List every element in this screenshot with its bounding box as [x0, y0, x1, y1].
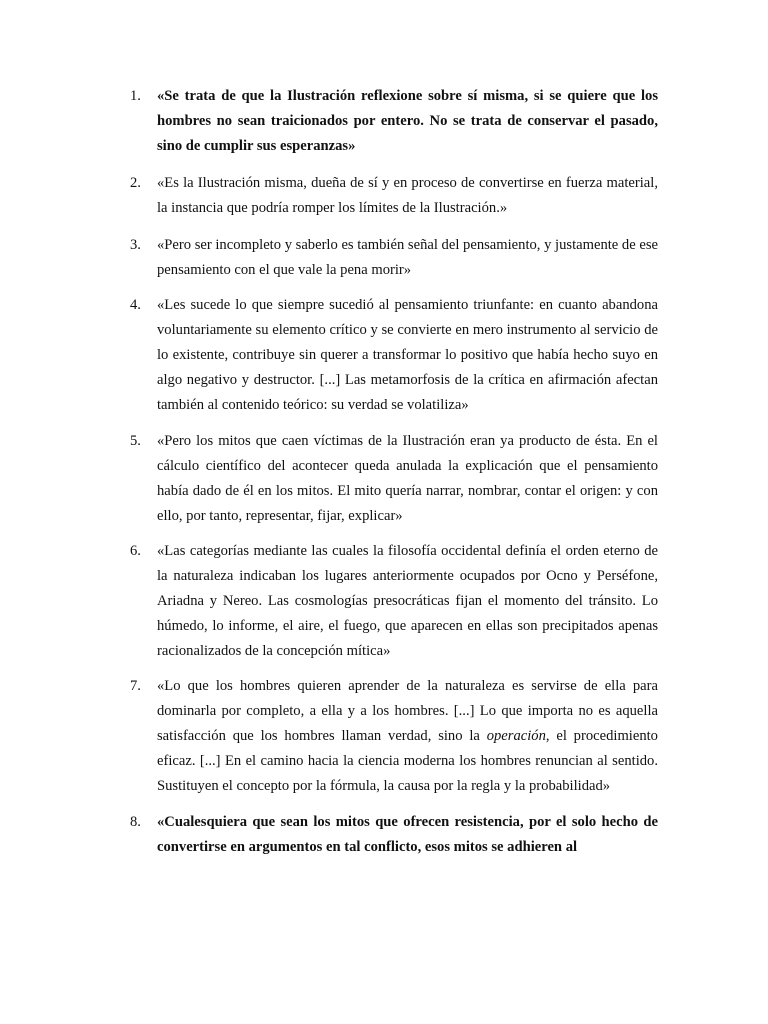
item-number: 8.	[130, 814, 141, 830]
item-text-after: , el procedimiento eficaz. [...] En el camino hacia la ciencia moderna los hombres renuncian al sentido. Sustituyen el concepto por la fórmula, la causa por la regla y la probabilidad»	[157, 728, 658, 794]
item-text: «Cualesquiera que sean los mitos que ofrecen resistencia, por el solo hecho de convertirse en argumentos en tal conflicto, esos mitos se adhieren al	[157, 814, 658, 855]
list-item	[130, 429, 658, 529]
list-item	[130, 171, 658, 221]
item-text: «Es la Ilustración misma, dueña de sí y en proceso de convertirse en fuerza material, la instancia que podría romper los límites de la Ilustración.»	[157, 175, 658, 216]
list-item	[130, 539, 658, 664]
quote-list	[130, 84, 658, 872]
item-number: 5.	[130, 433, 141, 449]
list-item	[130, 293, 658, 418]
item-text: «Las categorías mediante las cuales la filosofía occidental definía el orden eterno de la naturaleza indicaban los lugares anteriormente ocupados por Ocno y Perséfone, Ariadna y Nereo. Las cosmologías presocráticas fijan el momento del tránsito. Lo húmedo, lo informe, el aire, el fuego, que aparecen en ellas son precipitados apenas racionalizados de la concepción mítica»	[157, 543, 658, 659]
list-item	[130, 810, 658, 860]
item-text-italic: operación	[486, 728, 546, 744]
item-text: «Pero los mitos que caen víctimas de la Ilustración eran ya producto de ésta. En el cálculo científico del acontecer queda anulada la explicación que el pensamiento había dado de él en los mitos. El mito quería narrar, nombrar, contar el origen: y con ello, por tanto, representar, fijar, explicar»	[157, 433, 658, 524]
item-number: 1.	[130, 88, 141, 104]
item-number: 7.	[130, 678, 141, 694]
item-number: 6.	[130, 543, 141, 559]
list-item	[130, 674, 658, 799]
item-text-before: «Lo que los hombres quieren aprender de la naturaleza es servirse de ella para dominarla por completo, a ella y a los hombres. [...] Lo que importa no es aquella satisfacción que los hombres llaman verdad, sino la	[157, 678, 658, 744]
list-item	[130, 84, 658, 159]
item-text: «Pero ser incompleto y saberlo es también señal del pensamiento, y justamente de ese pensamiento con el que vale la pena morir»	[157, 237, 658, 278]
item-number: 4.	[130, 297, 141, 313]
item-number: 2.	[130, 175, 141, 191]
item-text: «Se trata de que la Ilustración reflexione sobre sí misma, si se quiere que los hombres no sean traicionados por entero. No se trata de conservar el pasado, sino de cumplir sus esperanzas»	[157, 88, 658, 154]
list-item	[130, 233, 658, 283]
item-text: «Les sucede lo que siempre sucedió al pensamiento triunfante: en cuanto abandona voluntariamente su elemento crítico y se convierte en mero instrumento al servicio de lo existente, contribuye sin querer a transformar lo positivo que había hecho suyo en algo negativo y destructor. [...] Las metamorfosis de la crítica en afirmación afectan también al contenido teórico: su verdad se volatiliza»	[157, 297, 658, 413]
item-number: 3.	[130, 237, 141, 253]
item-text	[157, 674, 658, 799]
